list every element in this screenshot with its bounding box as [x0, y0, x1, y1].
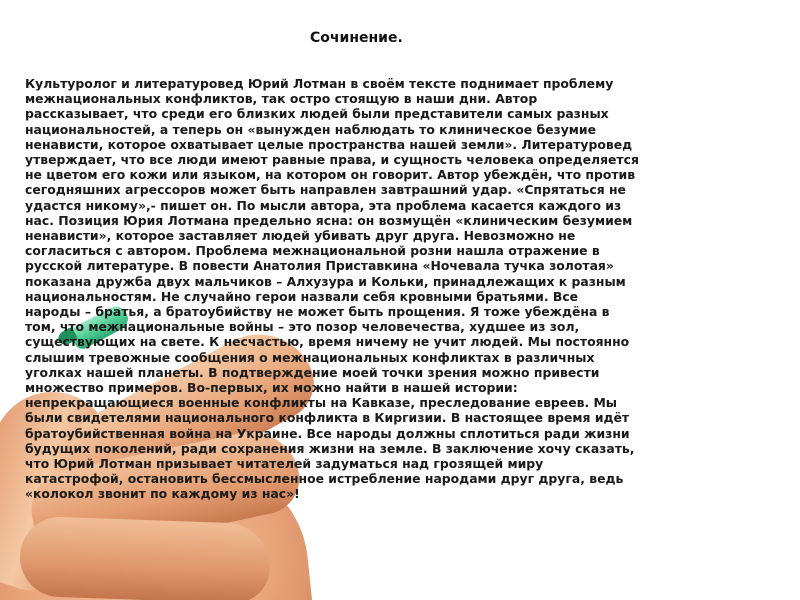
essay-line: существующих на свете. К несчастью, время ничему не учит людей. Мы постоянно — [25, 334, 630, 350]
essay-line: не цветом его кожи или языком, на котором он говорит. Автор убеждён, что против — [25, 167, 636, 183]
essay-line: национальностей, а теперь он «вынужден наблюдать то клиническое безумие — [25, 121, 597, 137]
essay-line: согласиться с автором. Проблема межнациональной розни нашла отражение в — [25, 243, 600, 259]
essay-line: слышим тревожные сообщения о межнациональных конфликтах в различных — [25, 349, 595, 365]
essay-line: были свидетелями национального конфликта в Киргизии. В настоящее время идёт — [25, 410, 630, 426]
essay-body — [25, 76, 785, 502]
essay-line: русской литературе. В повести Анатолия Приставкина «Ночевала тучка золотая» — [25, 258, 614, 274]
essay-line: сегодняшних агрессоров может быть направлен завтрашний удар. «Спрятаться не — [25, 182, 626, 198]
essay-line: будущих поколений, ради сохранения жизни на земле. В заключение хочу сказать, — [25, 440, 635, 456]
essay-line: Культуролог и литературовед Юрий Лотман в своём тексте поднимает проблему — [25, 76, 614, 91]
essay-line: братоубийственная война на Украине. Все народы должны сплотиться ради жизни — [25, 425, 630, 441]
essay-line: национальностям. Не случайно герои назвали себя кровными братьями. Все — [25, 288, 579, 304]
essay-line: межнациональных конфликтов, так остро стоящую в наши дни. Автор — [25, 91, 538, 107]
essay-line: показана дружба двух мальчиков – Алхузура и Кольки, принадлежащих к разным — [25, 273, 626, 289]
essay-line: народы – братья, а братоубийству не может быть прощения. Я тоже убеждёна в — [25, 304, 610, 320]
essay-line: том, что межнациональные войны – это позор человечества, худшее из зол, — [25, 319, 580, 335]
essay-line: нас. Позиция Юрия Лотмана предельно ясна: он возмущён «клиническим безумием — [25, 212, 633, 228]
essay-line: ненависти, которое охватывает целые пространства нашей земли». Литературовед — [25, 136, 633, 152]
page-title: Сочинение. — [310, 30, 403, 46]
essay-line: «колокол звонит по каждому из нас»! — [25, 486, 300, 502]
essay-line: рассказывает, что среди его близких людей были представители самых разных — [25, 106, 609, 122]
essay-line: ненависти», которое заставляет людей убивать друг друга. Невозможно не — [25, 228, 576, 244]
essay-line: утверждает, что все люди имеют равные права, и сущность человека определяется — [25, 152, 639, 168]
essay-line: непрекращающиеся военные конфликты на Кавказе, преследование евреев. Мы — [25, 395, 618, 411]
essay-line: удастся никому»,- пишет он. По мысли автора, эта проблема касается каждого из — [25, 197, 622, 213]
essay-line: катастрофой, остановить бессмысленное истребление народами друг друга, ведь — [25, 471, 624, 487]
essay-line: множество примеров. Во-первых, их можно найти в нашей истории: — [25, 380, 518, 396]
essay-line: что Юрий Лотман призывает читателей задуматься над грозящей миру — [25, 456, 544, 472]
essay-line: уголках нашей планеты. В подтверждение моей точки зрения можно привести — [25, 364, 600, 380]
